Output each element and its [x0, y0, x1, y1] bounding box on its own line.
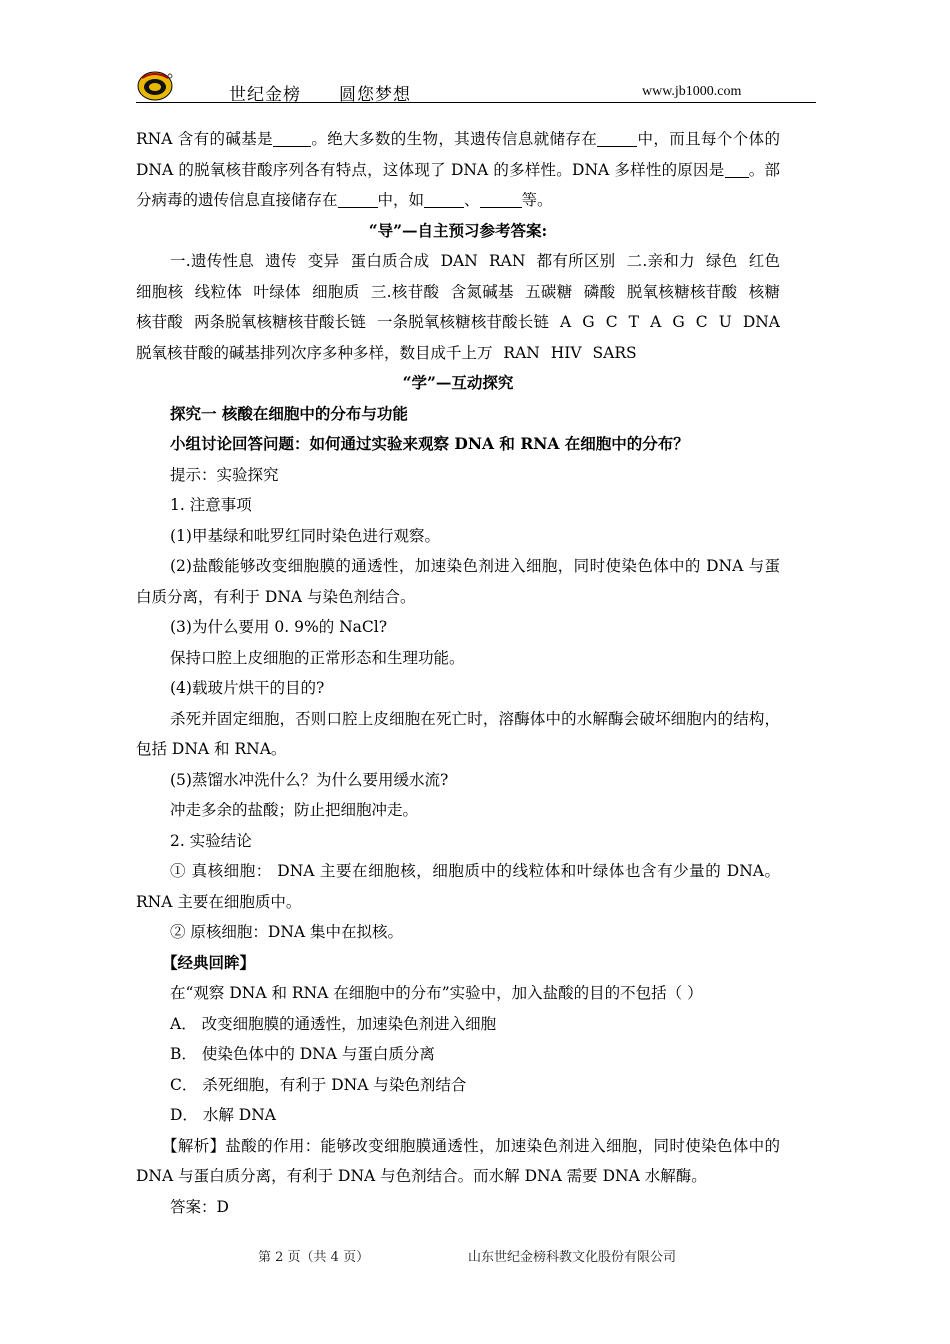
classic-question: 在“观察 DNA 和 RNA 在细胞中的分布”实验中，加入盐酸的目的不包括（ ） — [170, 984, 703, 1002]
explore-question: 小组讨论回答问题：如何通过实验来观察 DNA 和 RNA 在细胞中的分布？ — [170, 434, 689, 453]
fill-blank — [480, 189, 522, 208]
note-3: (3)为什么要用 0. 9%的 NaCl? — [170, 618, 388, 636]
fill-blank — [338, 189, 378, 208]
fill-blank — [597, 128, 637, 147]
company-logo-icon — [136, 68, 174, 102]
intro-text-5: 中，如 — [377, 191, 425, 209]
company-name: 山东世纪金榜科教文化股份有限公司 — [468, 1250, 677, 1265]
note-3-answer: 保持口腔上皮细胞的正常形态和生理功能。 — [170, 648, 465, 667]
conclusion-title: 2. 实验结论 — [170, 831, 252, 850]
option-a: A． 改变细胞膜的通透性，加速染色剂进入细胞 — [170, 1014, 497, 1033]
page-number: 第 2 页（共 4 页） — [258, 1250, 370, 1265]
note-4: (4)载玻片烘干的目的? — [170, 679, 325, 697]
analysis-text: 【解析】盐酸的作用：能够改变细胞膜通透性，加速染色剂进入细胞，同时使染色体中的 DNA 与蛋白质分离，有利于 DNA 与色剂结合。而水解 DNA 需要 DNA 水解酶。 — [136, 1136, 780, 1185]
answers-text: 一.遗传性息 遗传 变异 蛋白质合成 DAN RAN 都有所区别 二.亲和力 绿色 红色 细胞核 线粒体 叶绿体 细胞质 三.核苷酸 含氮碱基 五碳糖 磷酸 脱氧核糖核苷酸 核糖核苷酸 两条脱氧核糖核苷酸长链 一条脱氧核糖核苷酸长链 A G C T A G C U DNA 脱氧核苷酸的碱基排列次序多种多样，数目成千上万 RAN HIV SARS — [136, 252, 780, 362]
option-c: C． 杀死细胞，有利于 DNA 与染色剂结合 — [170, 1075, 467, 1094]
note-1: (1)甲基绿和吡罗红同时染色进行观察。 — [170, 526, 440, 545]
intro-text-2: 。绝大多数的生物，其遗传信息就储存在 — [310, 130, 598, 148]
intro-text-4: 。部分病毒的遗传信息直接储存在 — [136, 160, 780, 209]
brand-slogan: 圆您梦想 — [339, 85, 411, 105]
brand-name: 世纪金榜 — [229, 85, 301, 105]
conclusion-1: ① 真核细胞： DNA 主要在细胞核，细胞质中的线粒体和叶绿体也含有少量的 DNA。RNA 主要在细胞质中。 — [136, 862, 780, 911]
note-4-answer: 杀死并固定细胞，否则口腔上皮细胞在死亡时，溶酶体中的水解酶会破坏细胞内的结构，包括 DNA 和 RNA。 — [136, 709, 780, 758]
conclusion-2: ② 原核细胞：DNA 集中在拟核。 — [170, 923, 404, 941]
intro-text-1: RNA 含有的碱基是 — [136, 130, 273, 148]
explore-title: “学”—互动探究 — [402, 373, 514, 392]
intro-text-6: 、 — [464, 191, 480, 209]
document-body — [136, 124, 780, 1222]
option-b: B． 使染色体中的 DNA 与蛋白质分离 — [170, 1045, 435, 1063]
header-rule — [136, 102, 816, 103]
fill-blank — [424, 189, 464, 208]
page-header — [136, 64, 816, 104]
note-2: (2)盐酸能够改变细胞膜的通透性，加速染色剂进入细胞，同时使染色体中的 DNA 与蛋白质分离，有利于 DNA 与染色剂结合。 — [136, 557, 780, 606]
explore-heading: 探究一 核酸在细胞中的分布与功能 — [170, 403, 408, 423]
hint-text: 提示：实验探究 — [170, 465, 279, 484]
fill-blank — [725, 159, 749, 178]
note-5-answer: 冲走多余的盐酸；防止把细胞冲走。 — [170, 801, 419, 819]
classic-title: 【经典回眸】 — [162, 952, 256, 972]
intro-text-7: 等。 — [521, 191, 553, 209]
answer-text: 答案：D — [170, 1197, 229, 1216]
intro-text-3: 中，而且每个个体的 DNA 的脱氧核苷酸序列各有特点，这体现了 DNA 的多样性。DNA 多样性的原因是 — [136, 130, 780, 179]
answers-title: “导”—自主预习参考答案: — [368, 220, 548, 240]
notes-title: 1. 注意事项 — [170, 496, 252, 514]
intro-paragraph — [136, 124, 780, 216]
option-d: D． 水解 DNA — [170, 1106, 276, 1124]
note-5: (5)蒸馏水冲洗什么？为什么要用缓水流? — [170, 770, 449, 789]
fill-blank — [273, 128, 311, 147]
site-url: www.jb1000.com — [642, 84, 742, 99]
